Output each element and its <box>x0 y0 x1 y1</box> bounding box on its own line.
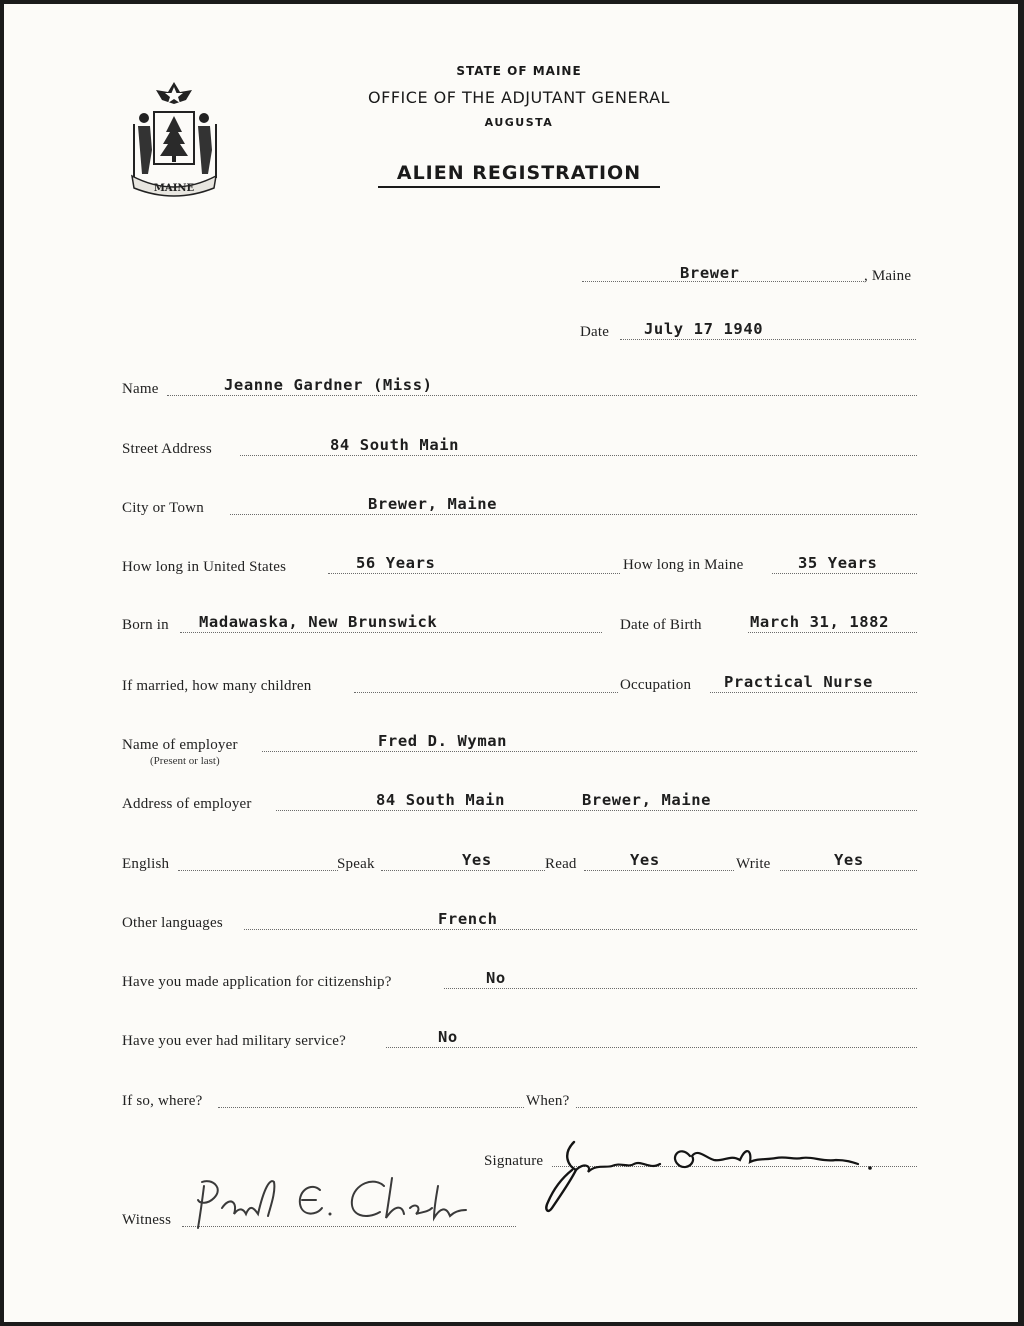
citizenship-value: No <box>486 969 506 987</box>
city-value: Brewer, Maine <box>368 495 498 513</box>
street-address-label: Street Address <box>122 441 212 457</box>
employer-value: Fred D. Wyman <box>378 732 508 750</box>
place-value: Brewer <box>680 264 740 282</box>
city-label: City or Town <box>122 500 204 516</box>
witness-signature <box>184 1168 484 1236</box>
dob-label: Date of Birth <box>620 617 702 633</box>
english-label: English <box>122 856 170 872</box>
years-in-us-label: How long in United States <box>122 559 287 575</box>
form-sheet <box>4 4 1018 1322</box>
years-in-us-value: 56 Years <box>356 554 436 572</box>
name-label: Name <box>122 381 159 397</box>
other-languages-value: French <box>438 910 498 928</box>
military-value: No <box>438 1028 458 1046</box>
where-label: If so, where? <box>122 1093 203 1109</box>
years-in-maine-value: 35 Years <box>798 554 878 572</box>
place-state-label: , Maine <box>864 268 912 284</box>
signature-label: Signature <box>484 1153 544 1169</box>
read-label: Read <box>545 856 577 872</box>
citizenship-label: Have you made application for citizenship? <box>122 974 392 990</box>
dob-value: March 31, 1882 <box>750 613 890 631</box>
employer-address-label: Address of employer <box>122 796 252 812</box>
occupation-label: Occupation <box>620 677 692 693</box>
when-label: When? <box>526 1093 570 1109</box>
born-in-label: Born in <box>122 617 169 633</box>
street-address-value: 84 South Main <box>330 436 460 454</box>
other-languages-label: Other languages <box>122 915 223 931</box>
employer-address-city: Brewer, Maine <box>582 791 712 809</box>
write-value: Yes <box>834 851 864 869</box>
office-name: OFFICE OF THE ADJUTANT GENERAL <box>368 88 670 107</box>
employer-address-street: 84 South Main <box>376 791 506 809</box>
born-in-value: Madawaska, New Brunswick <box>199 613 438 631</box>
occupation-value: Practical Nurse <box>724 673 873 691</box>
write-label: Write <box>736 856 771 872</box>
employer-hint: (Present or last) <box>150 755 220 767</box>
page-title: ALIEN REGISTRATION <box>378 162 660 188</box>
applicant-signature <box>540 1136 880 1216</box>
speak-label: Speak <box>337 856 375 872</box>
read-value: Yes <box>630 851 660 869</box>
witness-label: Witness <box>122 1212 172 1228</box>
city-name: AUGUSTA <box>484 116 554 129</box>
employer-label: Name of employer <box>122 737 238 753</box>
svg-text:MAINE: MAINE <box>153 183 195 194</box>
date-value: July 17 1940 <box>644 320 764 338</box>
children-label: If married, how many children <box>122 678 312 694</box>
name-value: Jeanne Gardner (Miss) <box>224 376 433 394</box>
date-label: Date <box>580 324 610 340</box>
maine-state-seal-icon <box>122 78 226 202</box>
years-in-maine-label: How long in Maine <box>623 557 744 573</box>
speak-value: Yes <box>462 851 492 869</box>
state-name: STATE OF MAINE <box>456 64 582 78</box>
military-label: Have you ever had military service? <box>122 1033 346 1049</box>
